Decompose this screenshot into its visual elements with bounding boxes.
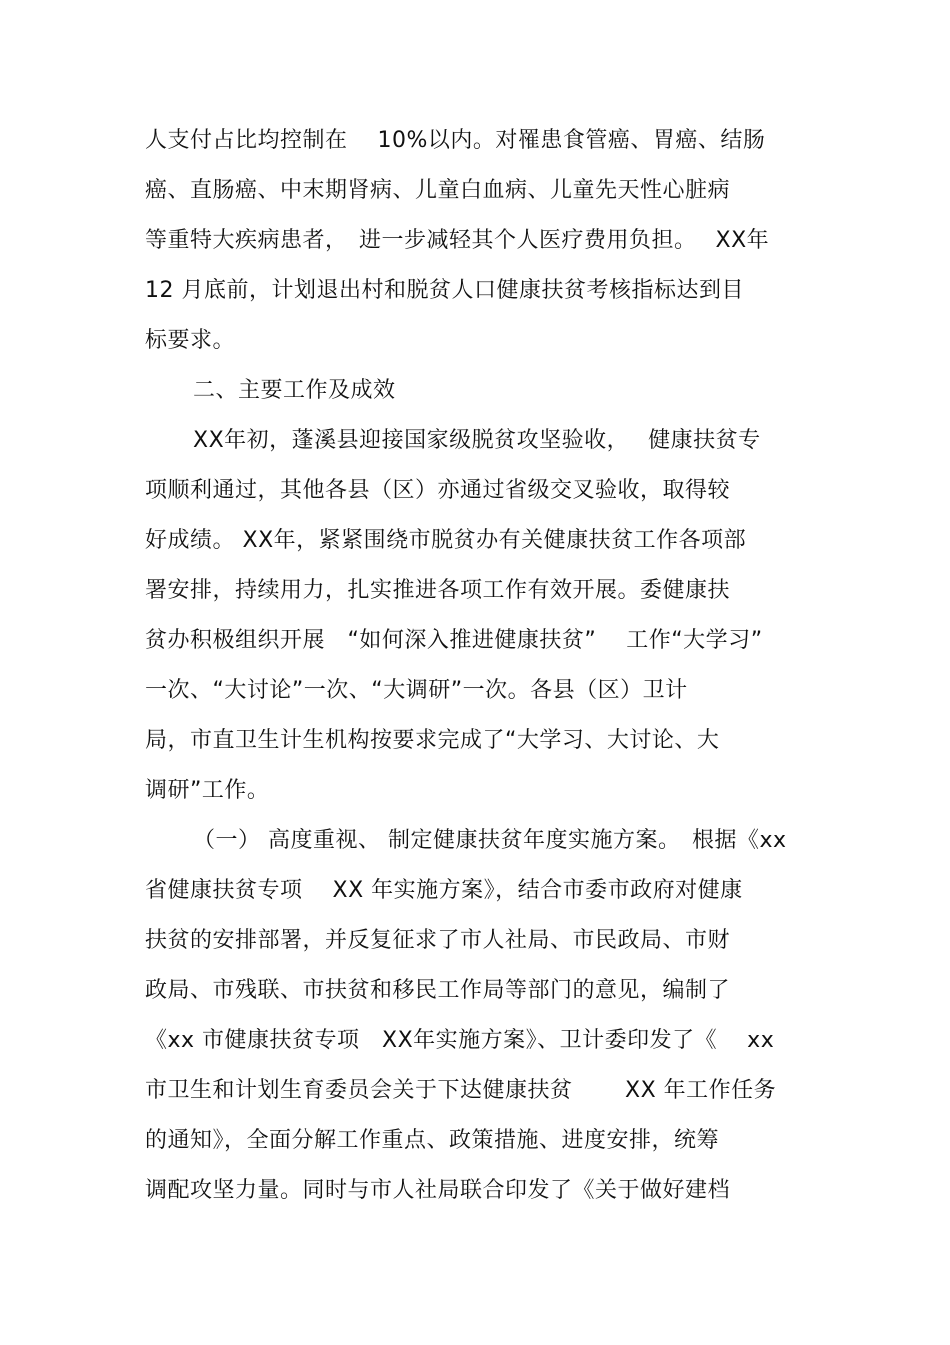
text-line: 调配攻坚力量。同时与市人社局联合印发了《关于做好建档 [145, 1178, 731, 1203]
text-line: 省健康扶贫专项 XX 年实施方案》，结合市委市政府对健康 [145, 878, 743, 903]
text-line: 市卫生和计划生育委员会关于下达健康扶贫 XX 年工作任务 [145, 1078, 777, 1103]
text-line: 扶贫的安排部署，并反复征求了市人社局、市民政局、市财 [145, 928, 731, 953]
text-line: 调研”工作。 [145, 778, 270, 803]
text-line: 署安排，持续用力，扎实推进各项工作有效开展。委健康扶 [145, 578, 731, 603]
text-line: XX年初，蓬溪县迎接国家级脱贫攻坚验收， 健康扶贫专 [193, 428, 761, 453]
text-line: 12 月底前，计划退出村和脱贫人口健康扶贫考核指标达到目 [145, 278, 744, 303]
text-line: 人支付占比均控制在 10%以内。对罹患食管癌、胃癌、结肠 [145, 128, 766, 153]
text-line: 《xx 市健康扶贫专项 XX年实施方案》、卫计委印发了《 xx [145, 1028, 775, 1053]
text-line: 癌、直肠癌、中末期肾病、儿童白血病、儿童先天性心脏病 [145, 178, 731, 203]
text-line: 的通知》，全面分解工作重点、政策措施、进度安排，统筹 [145, 1128, 720, 1153]
text-line: 贫办积极组织开展 “如何深入推进健康扶贫” 工作“大学习” [145, 628, 763, 653]
section-heading: 二、主要工作及成效 [193, 378, 396, 403]
text-line: 等重特大疾病患者， 进一步减轻其个人医疗费用负担。 XX年 [145, 228, 770, 253]
text-line: 局，市直卫生计生机构按要求完成了“大学习、大讨论、大 [145, 728, 720, 753]
text-line: 一次、“大讨论”一次、“大调研”一次。各县（区）卫计 [145, 678, 688, 703]
text-line: 好成绩。 XX年，紧紧围绕市脱贫办有关健康扶贫工作各项部 [145, 528, 747, 553]
text-line: 政局、市残联、市扶贫和移民工作局等部门的意见，编制了 [145, 978, 731, 1003]
subsection-line: （一） 高度重视、 制定健康扶贫年度实施方案。 根据《xx [193, 828, 787, 853]
text-line: 项顺利通过，其他各县（区）亦通过省级交叉验收，取得较 [145, 478, 731, 503]
text-line: 标要求。 [145, 328, 236, 353]
